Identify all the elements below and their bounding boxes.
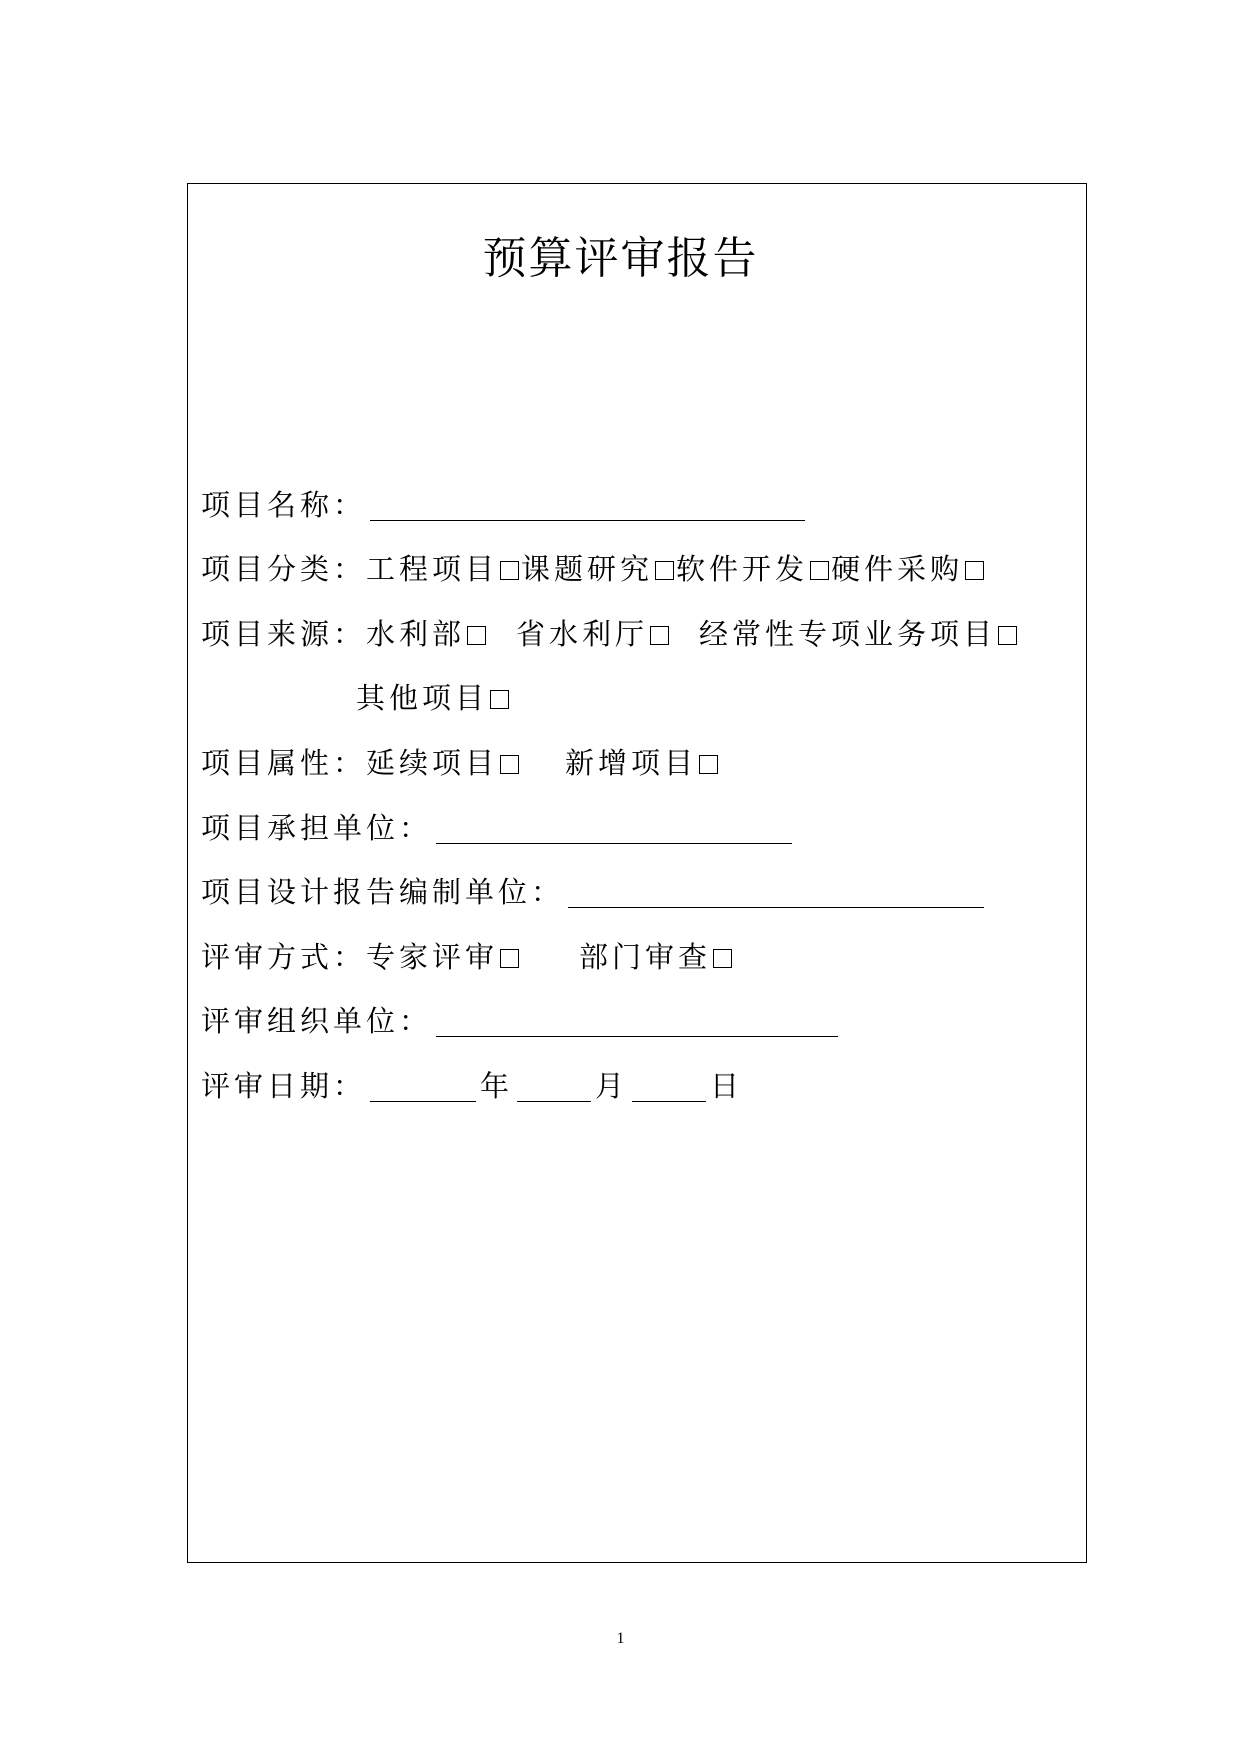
undertaker-field[interactable] xyxy=(436,813,792,844)
project-name-row xyxy=(201,485,809,525)
page-title: 预算评审报告 xyxy=(482,233,759,284)
category-option-software: 软件开发 xyxy=(676,552,809,586)
attribute-continued-checkbox[interactable] xyxy=(500,755,519,774)
review-date-day-label: 日 xyxy=(710,1069,744,1103)
review-date-year-label: 年 xyxy=(480,1069,514,1103)
source-province-checkbox[interactable] xyxy=(650,626,669,645)
category-engineering-checkbox[interactable] xyxy=(500,561,519,580)
review-method-label: 评审方式： xyxy=(201,940,367,974)
page-number: 1 xyxy=(616,1630,625,1647)
category-hardware-checkbox[interactable] xyxy=(965,561,984,580)
review-method-row xyxy=(201,937,734,977)
attribute-new-checkbox[interactable] xyxy=(699,755,718,774)
project-category-row xyxy=(201,549,986,589)
review-org-row xyxy=(201,1001,842,1041)
design-unit-field[interactable] xyxy=(568,877,984,908)
review-option-department: 部门审查 xyxy=(579,940,712,974)
review-date-row xyxy=(201,1066,743,1106)
review-option-expert: 专家评审 xyxy=(366,940,499,974)
source-recurring-checkbox[interactable] xyxy=(998,626,1017,645)
source-ministry-checkbox[interactable] xyxy=(467,626,486,645)
review-expert-checkbox[interactable] xyxy=(500,949,519,968)
attribute-option-continued: 延续项目 xyxy=(366,746,499,780)
project-attribute-row xyxy=(201,743,720,783)
undertaker-label: 项目承担单位： xyxy=(201,811,433,845)
category-option-research: 课题研究 xyxy=(521,552,654,586)
project-source-row-2 xyxy=(356,678,511,718)
review-org-label: 评审组织单位： xyxy=(201,1004,433,1038)
category-option-engineering: 工程项目 xyxy=(366,552,499,586)
project-source-row xyxy=(201,614,1019,654)
source-option-province: 省水利厅 xyxy=(516,617,649,651)
project-category-label: 项目分类： xyxy=(201,552,367,586)
attribute-option-new: 新增项目 xyxy=(565,746,698,780)
category-research-checkbox[interactable] xyxy=(655,561,674,580)
review-department-checkbox[interactable] xyxy=(713,949,732,968)
review-year-field[interactable] xyxy=(370,1071,476,1102)
source-option-other: 其他项目 xyxy=(356,681,489,715)
design-unit-row xyxy=(201,872,988,912)
review-month-field[interactable] xyxy=(517,1071,591,1102)
project-source-label: 项目来源： xyxy=(201,617,367,651)
project-name-label: 项目名称： xyxy=(201,488,367,522)
review-day-field[interactable] xyxy=(632,1071,706,1102)
design-unit-label: 项目设计报告编制单位： xyxy=(201,875,565,909)
review-org-field[interactable] xyxy=(436,1006,838,1037)
category-software-checkbox[interactable] xyxy=(810,561,829,580)
category-option-hardware: 硬件采购 xyxy=(831,552,964,586)
project-name-field[interactable] xyxy=(370,490,805,521)
source-option-ministry: 水利部 xyxy=(366,617,466,651)
project-attribute-label: 项目属性： xyxy=(201,746,367,780)
undertaker-row xyxy=(201,808,796,848)
review-date-month-label: 月 xyxy=(595,1069,629,1103)
review-date-label: 评审日期： xyxy=(201,1069,367,1103)
source-other-checkbox[interactable] xyxy=(490,690,509,709)
source-option-recurring: 经常性专项业务项目 xyxy=(699,617,997,651)
